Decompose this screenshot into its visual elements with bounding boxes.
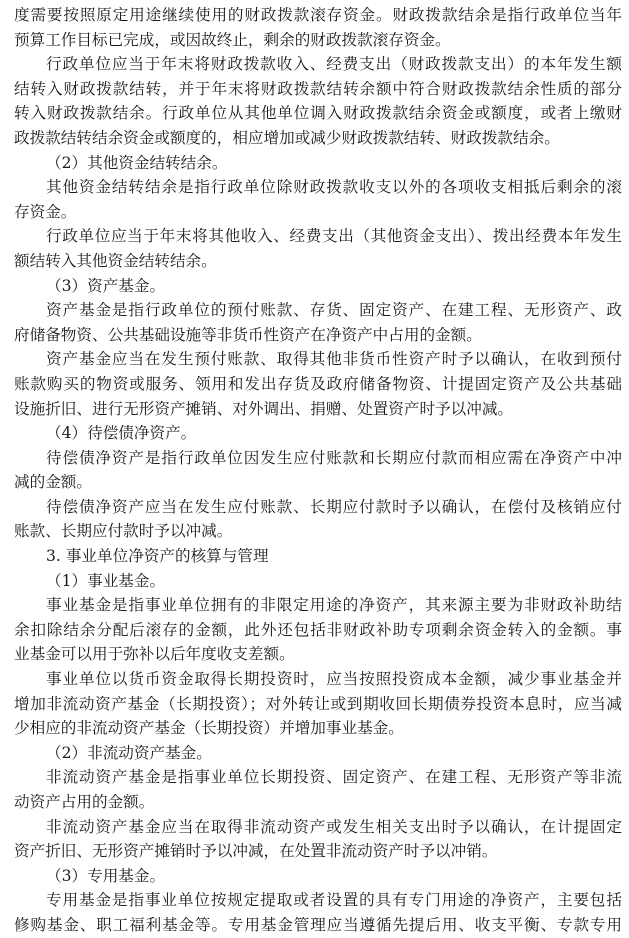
paragraph-start: 资产基金是指行政单位的预付账款、存货、固定资产、在建工程、无形资产、政 xyxy=(46,301,622,320)
text-line: 预算工作目标已完成，或因故终止，剩余的财政拨款滚存资金。 xyxy=(14,30,451,49)
text-line: 动资产占用的金额。 xyxy=(14,793,155,811)
text-line: 账款、长期应付款时予以冲减。 xyxy=(14,522,233,541)
text-line: 余扣除结余分配后滚存的金额，此外还包括非财政补助专项剩余资金转入的金额。事 xyxy=(14,620,622,639)
paragraph-start: 行政单位应当于年末将其他收入、经费支出（其他资金支出）、拨出经费本年发生 xyxy=(46,227,622,246)
section-heading: （3）专用基金。 xyxy=(46,866,166,885)
section-heading: （2）其他资金结转结余。 xyxy=(46,153,228,172)
paragraph-start: 事业单位以货币资金取得长期投资时，应当按照投资成本金额，减少事业基金并 xyxy=(46,670,622,689)
text-line: 业基金可以用于弥补以后年度收支差额。 xyxy=(14,645,295,664)
text-line: 转入财政拨款结余。行政单位从其他单位调入财政拨款结余资金或额度，或者上缴财 xyxy=(14,104,622,123)
paragraph-start: 其他资金结转结余是指行政单位除财政拨款收支以外的各项收支相抵后剩余的滚 xyxy=(46,178,622,197)
paragraph-start: 行政单位应当于年末将财政拨款收入、经费支出（财政拨款支出）的本年发生额 xyxy=(46,55,622,74)
section-heading: （4）待偿债净资产。 xyxy=(46,424,197,443)
paragraph-start: 非流动资产基金是指事业单位长期投资、固定资产、在建工程、无形资产等非流 xyxy=(46,768,622,787)
text-line: 账款购买的物资或服务、领用和发出存货及政府储备物资、计提固定资产及公共基础 xyxy=(14,374,622,393)
paragraph-start: 事业基金是指事业单位拥有的非限定用途的净资产，其来源主要为非财政补助结 xyxy=(46,596,622,615)
text-line: 增加非流动资产基金（长期投资）；对外转让或到期收回长期债券投资本息时，应当减 xyxy=(14,694,622,713)
text-line: 减的金额。 xyxy=(14,473,92,492)
paragraph-start: 非流动资产基金应当在取得非流动资产或发生相关支出时予以确认，在计提固定 xyxy=(46,817,622,836)
paragraph-start: 待偿债净资产应当在发生应付账款、长期应付款时予以确认，在偿付及核销应付 xyxy=(46,497,622,516)
text-line: 存资金。 xyxy=(14,202,77,221)
text-line: 度需要按照原定用途继续使用的财政拨款滚存资金。财政拨款结余是指行政单位当年 xyxy=(14,6,622,24)
text-line: 资产折旧、无形资产摊销时予以冲减，在处置非流动资产时予以冲销。 xyxy=(14,842,498,861)
document-page xyxy=(14,3,622,938)
text-line: 设施折旧、进行无形资产摊销、对外调出、捐赠、处置资产时予以冲减。 xyxy=(14,399,514,418)
section-heading: （1）事业基金。 xyxy=(46,571,166,590)
section-heading: （3）资产基金。 xyxy=(46,276,166,295)
text-line: 结转入财政拨款结转，并于年末将财政拨款结转余额中符合财政拨款结余性质的部分 xyxy=(14,79,622,98)
paragraph-start: 资产基金应当在发生预付账款、取得其他非货币性资产时予以确认，在收到预付 xyxy=(46,350,622,369)
chapter-heading: 3. 事业单位净资产的核算与管理 xyxy=(46,547,269,566)
text-line: 修购基金、职工福利基金等。专用基金管理应当遵循先提后用、收支平衡、专款专用 xyxy=(14,915,622,934)
section-heading: （2）非流动资产基金。 xyxy=(46,743,212,762)
text-line: 少相应的非流动资产基金（长期投资）并增加事业基金。 xyxy=(14,719,404,738)
text-line: 额结转入其他资金结转结余。 xyxy=(14,251,217,270)
text-line: 政拨款结转结余资金或额度的，相应增加或减少财政拨款结转、财政拨款结余。 xyxy=(14,128,560,147)
text-line: 府储备物资、公共基础设施等非货币性资产在净资产中占用的金额。 xyxy=(14,325,482,344)
paragraph-start: 待偿债净资产是指行政单位因发生应付账款和长期应付款而相应需在净资产中冲 xyxy=(46,448,622,467)
paragraph-start: 专用基金是指事业单位按规定提取或者设置的具有专门用途的净资产，主要包括 xyxy=(46,891,622,910)
